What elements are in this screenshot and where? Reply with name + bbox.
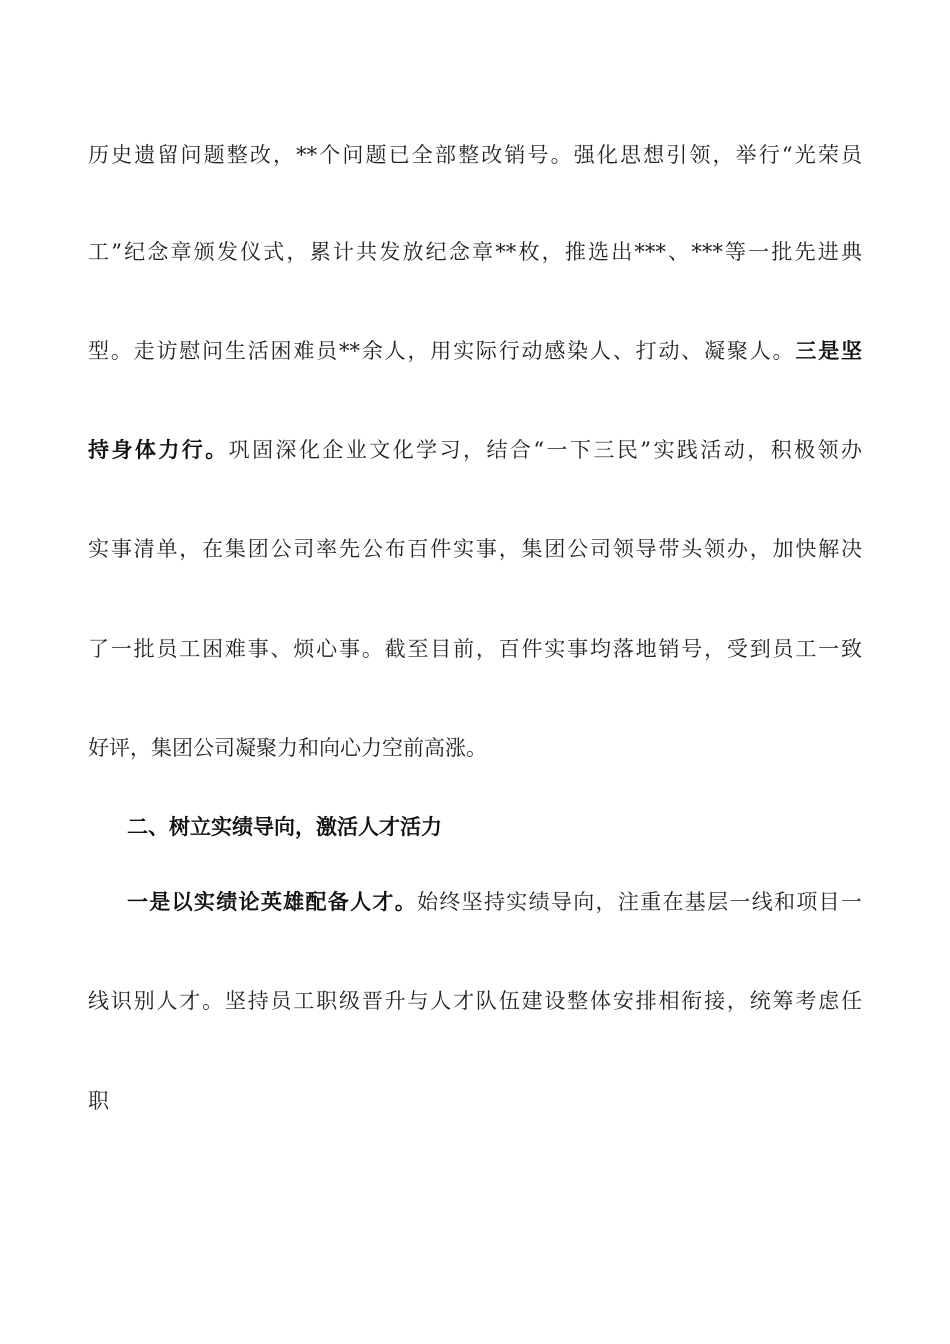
text-run: 线识别人才。坚持员工职级晋升与人才队伍建设整体安排相衔接，统筹考虑任	[88, 989, 862, 1013]
paragraph-line	[127, 888, 862, 916]
paragraph-line	[88, 987, 862, 1015]
paragraph-line	[88, 238, 862, 266]
text-run: 巩固深化企业文化学习，结合“一下三民”实践活动，积极领办	[228, 438, 862, 462]
paragraph-line	[88, 635, 862, 663]
heading-text: 二、树立实绩导向，激活人才活力	[127, 814, 442, 839]
text-run: 实事清单，在集团公司率先公布百件实事，集团公司领导带头领办，加快解决	[88, 537, 862, 561]
paragraph-line	[88, 535, 862, 563]
text-run: 了一批员工困难事、烦心事。截至目前，百件实事均落地销号，受到员工一致	[88, 637, 862, 661]
paragraph-line	[88, 141, 862, 169]
paragraph-line	[88, 734, 862, 762]
bold-text-run: 三是坚	[795, 338, 862, 363]
paragraph-line	[88, 337, 862, 365]
text-run: 好评，集团公司凝聚力和向心力空前高涨。	[88, 736, 487, 760]
text-run: 职	[88, 1089, 109, 1113]
text-run: 型。走访慰问生活困难员**余人，用实际行动感染人、打动、凝聚人。	[88, 339, 796, 363]
paragraph-line	[88, 1087, 862, 1115]
text-run: 历史遗留问题整改，**个问题已全部整改销号。强化思想引领，举行“光荣员	[88, 143, 862, 167]
section-heading	[127, 813, 862, 841]
text-run: 工”纪念章颁发仪式，累计共发放纪念章**枚，推选出***、***等一批先进典	[88, 240, 862, 264]
paragraph-line	[88, 436, 862, 464]
bold-text-run: 持身体力行。	[88, 437, 229, 462]
bold-text-run: 一是以实绩论英雄配备人才。	[127, 889, 418, 914]
text-run: 始终坚持实绩导向，注重在基层一线和项目一	[417, 890, 862, 914]
